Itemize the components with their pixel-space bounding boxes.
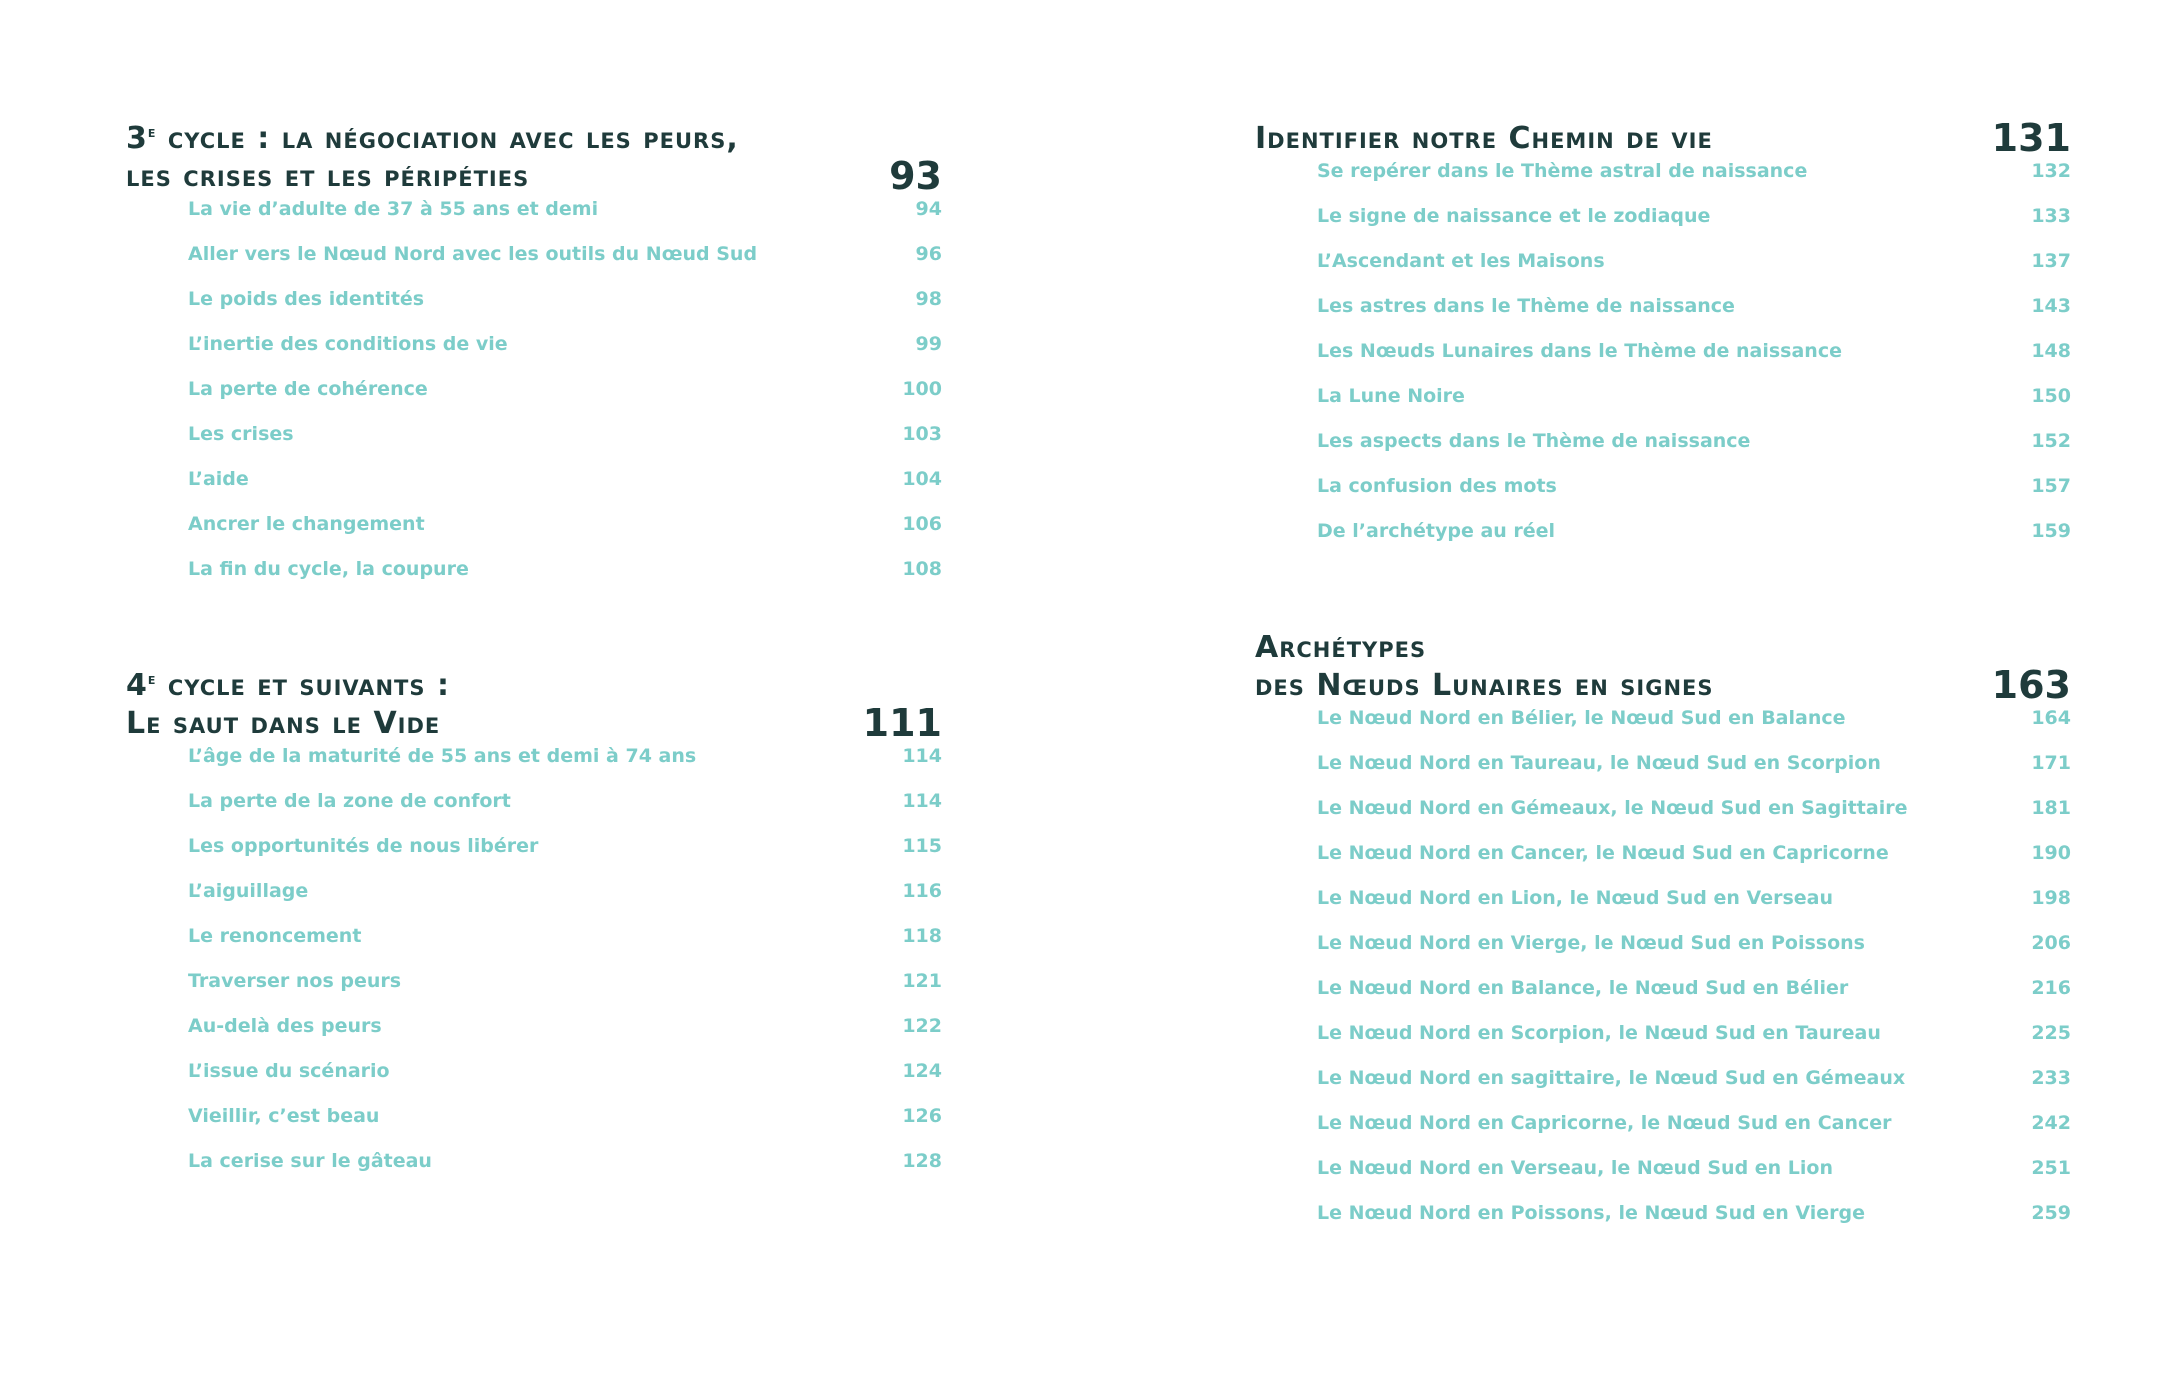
toc-entry[interactable] [1255, 1020, 2071, 1065]
toc-entry-page: 206 [2031, 932, 2071, 954]
toc-entry-page: 115 [902, 835, 942, 857]
toc-entry[interactable] [126, 511, 942, 556]
toc-entry-page: 100 [902, 378, 942, 400]
toc-entry-page: 259 [2031, 1202, 2071, 1224]
toc-entry-label: Les crises [188, 423, 294, 445]
toc-entry-label: L’inertie des conditions de vie [188, 333, 508, 355]
toc-entry-list [1255, 705, 2071, 1245]
toc-entry-label: Le Nœud Nord en Poissons, le Nœud Sud en Vierge [1317, 1202, 1865, 1224]
toc-entry-label: La fin du cycle, la coupure [188, 558, 469, 580]
section-title-line [126, 667, 942, 705]
toc-entry[interactable] [126, 241, 942, 286]
toc-entry[interactable] [1255, 1155, 2071, 1200]
toc-entry[interactable] [1255, 428, 2071, 473]
section-heading [1255, 629, 2071, 705]
toc-entry[interactable] [126, 556, 942, 601]
toc-entry[interactable] [126, 331, 942, 376]
toc-entry[interactable] [1255, 293, 2071, 338]
toc-entry[interactable] [126, 421, 942, 466]
toc-entry-page: 108 [902, 558, 942, 580]
toc-entry[interactable] [1255, 750, 2071, 795]
toc-entry-page: 118 [902, 925, 942, 947]
toc-entry-page: 251 [2031, 1157, 2071, 1179]
toc-entry-page: 116 [902, 880, 942, 902]
section-title-line: Le saut dans le Vide [126, 706, 441, 741]
toc-entry-page: 103 [902, 423, 942, 445]
toc-entry[interactable] [1255, 930, 2071, 975]
toc-entry-label: L’âge de la maturité de 55 ans et demi à 74 ans [188, 745, 697, 767]
toc-entry-label: Le Nœud Nord en Lion, le Nœud Sud en Verseau [1317, 887, 1834, 909]
section-title-line: des Nœuds Lunaires en signes [1255, 668, 1714, 703]
toc-entry-page: 216 [2031, 977, 2071, 999]
toc-entry-label: Le Nœud Nord en Bélier, le Nœud Sud en Balance [1317, 707, 1846, 729]
toc-entry-page: 133 [2031, 205, 2071, 227]
section-page-number: 131 [1991, 116, 2071, 160]
toc-entry-label: Les Nœuds Lunaires dans le Thème de naissance [1317, 340, 1842, 362]
toc-entry[interactable] [126, 788, 942, 833]
toc-entry-label: Les aspects dans le Thème de naissance [1317, 430, 1751, 452]
toc-entry[interactable] [126, 878, 942, 923]
toc-entry-page: 114 [902, 790, 942, 812]
section-title-line: les crises et les péripéties [126, 159, 530, 194]
toc-entry-page: 96 [915, 243, 942, 265]
toc-entry-label: La perte de la zone de confort [188, 790, 511, 812]
toc-entry[interactable] [1255, 338, 2071, 383]
toc-entry[interactable] [1255, 473, 2071, 518]
toc-entry[interactable] [126, 1013, 942, 1058]
toc-entry-page: 225 [2031, 1022, 2071, 1044]
toc-entry-label: Les opportunités de nous libérer [188, 835, 539, 857]
toc-entry-page: 122 [902, 1015, 942, 1037]
toc-entry-page: 114 [902, 745, 942, 767]
toc-entry-page: 164 [2031, 707, 2071, 729]
section-page-number: 111 [862, 701, 942, 745]
toc-entry[interactable] [1255, 1065, 2071, 1110]
toc-entry-label: Se repérer dans le Thème astral de naissance [1317, 160, 1808, 182]
toc-entry-page: 106 [902, 513, 942, 535]
toc-entry[interactable] [1255, 158, 2071, 203]
toc-entry-page: 132 [2031, 160, 2071, 182]
toc-entry-page: 121 [902, 970, 942, 992]
toc-entry-label: Les astres dans le Thème de naissance [1317, 295, 1735, 317]
toc-entry-label: De l’archétype au réel [1317, 520, 1556, 542]
toc-entry-label: Le signe de naissance et le zodiaque [1317, 205, 1711, 227]
toc-entry-page: 190 [2031, 842, 2071, 864]
toc-entry-page: 242 [2031, 1112, 2071, 1134]
toc-entry-label: Au-delà des peurs [188, 1015, 382, 1037]
toc-entry[interactable] [1255, 248, 2071, 293]
section-number: 3 [126, 121, 148, 156]
toc-entry[interactable] [126, 286, 942, 331]
toc-entry-label: Le Nœud Nord en Capricorne, le Nœud Sud en Cancer [1317, 1112, 1892, 1134]
toc-entry-page: 98 [915, 288, 942, 310]
section-title-line [126, 120, 942, 158]
toc-entry-label: L’aide [188, 468, 249, 490]
toc-left-page [126, 120, 942, 1259]
toc-entry-label: Le Nœud Nord en Cancer, le Nœud Sud en Capricorne [1317, 842, 1889, 864]
section-page-number: 163 [1991, 663, 2071, 707]
toc-entry[interactable] [126, 1103, 942, 1148]
toc-entry[interactable] [126, 376, 942, 421]
toc-entry-page: 126 [902, 1105, 942, 1127]
toc-entry-label: La confusion des mots [1317, 475, 1557, 497]
ordinal-superscript: e [147, 669, 157, 688]
toc-entry[interactable] [1255, 885, 2071, 930]
section-title-line: Archétypes [1255, 630, 1427, 665]
toc-entry[interactable] [126, 833, 942, 878]
section-title-text: cycle : la négociation avec les peurs, [156, 121, 739, 156]
section-heading [1255, 116, 2071, 160]
toc-section-chemin-de-vie [1255, 116, 2071, 563]
toc-entry-page: 181 [2031, 797, 2071, 819]
toc-entry-page: 171 [2031, 752, 2071, 774]
toc-entry-page: 124 [902, 1060, 942, 1082]
toc-section-cycle-4 [126, 667, 942, 1193]
toc-entry[interactable] [126, 1148, 942, 1193]
toc-entry-label: Aller vers le Nœud Nord avec les outils du Nœud Sud [188, 243, 758, 265]
toc-entry[interactable] [126, 968, 942, 1013]
ordinal-superscript: e [147, 122, 157, 141]
toc-entry[interactable] [1255, 518, 2071, 563]
toc-entry-label: Le poids des identités [188, 288, 425, 310]
toc-entry-label: Le Nœud Nord en sagittaire, le Nœud Sud en Gémeaux [1317, 1067, 1906, 1089]
toc-entry-page: 143 [2031, 295, 2071, 317]
toc-entry-label: La cerise sur le gâteau [188, 1150, 432, 1172]
toc-entry[interactable] [126, 466, 942, 511]
toc-entry-page: 233 [2031, 1067, 2071, 1089]
toc-entry-page: 104 [902, 468, 942, 490]
toc-right-page [1255, 116, 2071, 1311]
section-number: 4 [126, 668, 148, 703]
toc-entry-label: Le Nœud Nord en Scorpion, le Nœud Sud en Taureau [1317, 1022, 1881, 1044]
section-heading [126, 667, 942, 743]
toc-entry[interactable] [1255, 705, 2071, 750]
toc-entry-label: Traverser nos peurs [188, 970, 402, 992]
toc-entry[interactable] [1255, 1200, 2071, 1245]
section-title-text: cycle et suivants : [156, 668, 450, 703]
toc-entry-page: 99 [915, 333, 942, 355]
toc-entry-page: 159 [2031, 520, 2071, 542]
toc-section-cycle-3 [126, 120, 942, 601]
toc-entry-list [126, 743, 942, 1193]
toc-entry[interactable] [1255, 383, 2071, 428]
toc-entry-label: Le Nœud Nord en Balance, le Nœud Sud en Bélier [1317, 977, 1849, 999]
toc-entry-page: 157 [2031, 475, 2071, 497]
toc-entry[interactable] [126, 1058, 942, 1103]
toc-entry-label: Le Nœud Nord en Verseau, le Nœud Sud en Lion [1317, 1157, 1834, 1179]
toc-entry-page: 152 [2031, 430, 2071, 452]
toc-entry-label: Le Nœud Nord en Taureau, le Nœud Sud en Scorpion [1317, 752, 1881, 774]
toc-entry-list [1255, 158, 2071, 563]
toc-entry-label: Vieillir, c’est beau [188, 1105, 380, 1127]
toc-entry[interactable] [1255, 1110, 2071, 1155]
toc-entry-label: Le Nœud Nord en Gémeaux, le Nœud Sud en Sagittaire [1317, 797, 1908, 819]
toc-entry[interactable] [126, 743, 942, 788]
section-heading [126, 120, 942, 196]
toc-entry-page: 137 [2031, 250, 2071, 272]
toc-entry[interactable] [1255, 840, 2071, 885]
section-title-line: Identifier notre Chemin de vie [1255, 121, 1713, 156]
toc-entry-list [126, 196, 942, 601]
toc-entry-label: La Lune Noire [1317, 385, 1465, 407]
toc-entry-label: L’Ascendant et les Maisons [1317, 250, 1605, 272]
toc-entry-label: L’issue du scénario [188, 1060, 390, 1082]
toc-entry[interactable] [126, 196, 942, 241]
toc-entry-label: La perte de cohérence [188, 378, 428, 400]
toc-section-archetypes [1255, 629, 2071, 1245]
toc-entry-label: L’aiguillage [188, 880, 309, 902]
toc-entry-label: La vie d’adulte de 37 à 55 ans et demi [188, 198, 599, 220]
toc-entry-label: Le renoncement [188, 925, 362, 947]
toc-entry[interactable] [1255, 975, 2071, 1020]
toc-entry[interactable] [1255, 795, 2071, 840]
toc-entry-page: 148 [2031, 340, 2071, 362]
section-page-number: 93 [889, 154, 942, 198]
toc-entry-page: 94 [915, 198, 942, 220]
toc-entry-page: 150 [2031, 385, 2071, 407]
toc-entry-page: 198 [2031, 887, 2071, 909]
toc-entry[interactable] [1255, 203, 2071, 248]
toc-entry-label: Ancrer le changement [188, 513, 425, 535]
toc-entry[interactable] [126, 923, 942, 968]
toc-entry-page: 128 [902, 1150, 942, 1172]
toc-entry-label: Le Nœud Nord en Vierge, le Nœud Sud en Poissons [1317, 932, 1865, 954]
